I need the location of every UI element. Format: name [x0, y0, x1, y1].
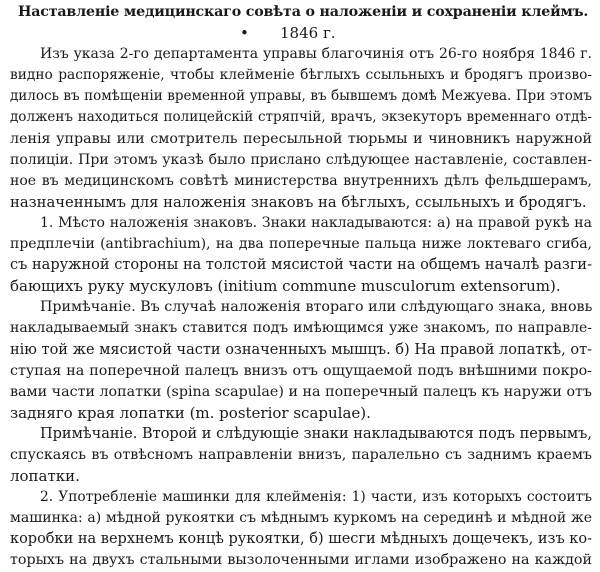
text-line: съ наружной стороны на толстой мясистой части на общемъ началѣ разги- — [10, 257, 592, 274]
text-line: вами части лопатки (spina scapulae) и на поперечный палецъ къ наружи отъ — [10, 383, 592, 400]
document-year: 1846 г. — [280, 24, 336, 43]
paragraph-machine-usage — [10, 487, 592, 571]
text-line: долженъ находиться полицейскій стряпчій, врачъ, экзекуторъ временнаго отдѣ- — [10, 109, 592, 126]
text-line: задняго края лопатки (m. posterior scapulae). — [10, 403, 371, 422]
text-line: нію той же мясистой части означенныхъ мышцъ. б) На правой лопаткѣ, от- — [10, 341, 592, 358]
text-line: коробки на верхнемъ концѣ рукоятки, б) шесги мѣдныхъ дощечекъ, изъ ко- — [10, 531, 592, 548]
text-line: дилось въ помѣщеніи временной управы, въ бывшемъ домѣ Межуева. При этомъ — [10, 88, 592, 105]
paragraph-intro — [10, 44, 592, 213]
text-line: спускаясь въ отвѣсномъ направленіи внизъ, паралельно съ заднимъ краемъ — [10, 446, 592, 463]
text-line: торыхъ на двухъ стальными вызолоченными иглами изображено на каждой — [10, 552, 592, 569]
text-line: 1. Мѣсто наложенія знаковъ. Знаки накладываются: а) на правой рукѣ на — [40, 214, 592, 231]
text-line: предплечіи (antibrachium), на два поперечные пальца ниже локтеваго сгиба, — [10, 236, 592, 253]
text-line: лопатки. — [10, 467, 80, 486]
paragraph-note-2 — [10, 424, 592, 487]
text-line: ное въ медицинскомъ совѣтѣ министерства внутреннихъ дѣлъ фельдшерамъ, — [10, 172, 592, 189]
document-page — [10, 2, 592, 572]
text-line: назначеннымъ для наложенія знаковъ на бѣглыхъ, ссыльныхъ и бродягъ. — [10, 193, 587, 211]
text-line: видно распоряженіе, чтобы клейменіе бѣглыхъ ссыльныхъ и бродягъ произво- — [10, 67, 592, 84]
text-line: Примѣчаніе. Въ случаѣ наложенія втораго или слѣдующаго знака, вновь — [40, 299, 593, 316]
document-year-line — [10, 23, 592, 44]
paragraph-note-1 — [10, 297, 592, 424]
document-title: Наставленіе медицинскаго совѣта о наложеніи и сохраненіи клеймъ. — [18, 4, 589, 20]
text-line: ленія управы или смотритель пересыльной тюрьмы и чиновникъ наружной — [10, 130, 592, 147]
text-line: полиціи. При этомъ указѣ было прислано слѣдующее наставленіе, составлен- — [10, 151, 592, 168]
text-line: 2. Употребленіе машинки для клейменія: 1) части, изъ которыхъ состоитъ — [40, 489, 592, 506]
text-line: Примѣчаніе. Второй и слѣдующіе знаки накладываются подъ первымъ, — [40, 425, 592, 442]
text-line: Изъ указа 2-го департамента управы благочинія отъ 26-го ноября 1846 г. — [40, 46, 592, 63]
text-line: машинка: а) мѣдной рукоятки съ мѣднымъ куркомъ на серединѣ и мѣдной же — [10, 510, 592, 527]
paragraph-branding-location — [10, 213, 592, 297]
text-line: ступая на поперечной палецъ внизъ отъ ощущаемой подъ внѣшними покро- — [10, 362, 592, 379]
bullet-mark: • — [240, 24, 249, 43]
text-line: накладываемый знакъ ставится подъ имѣющимся уже знакомъ, по направле- — [10, 320, 592, 337]
text-line: бающихъ руку мускуловъ (initium commune musculorum extensorum). — [10, 277, 561, 296]
